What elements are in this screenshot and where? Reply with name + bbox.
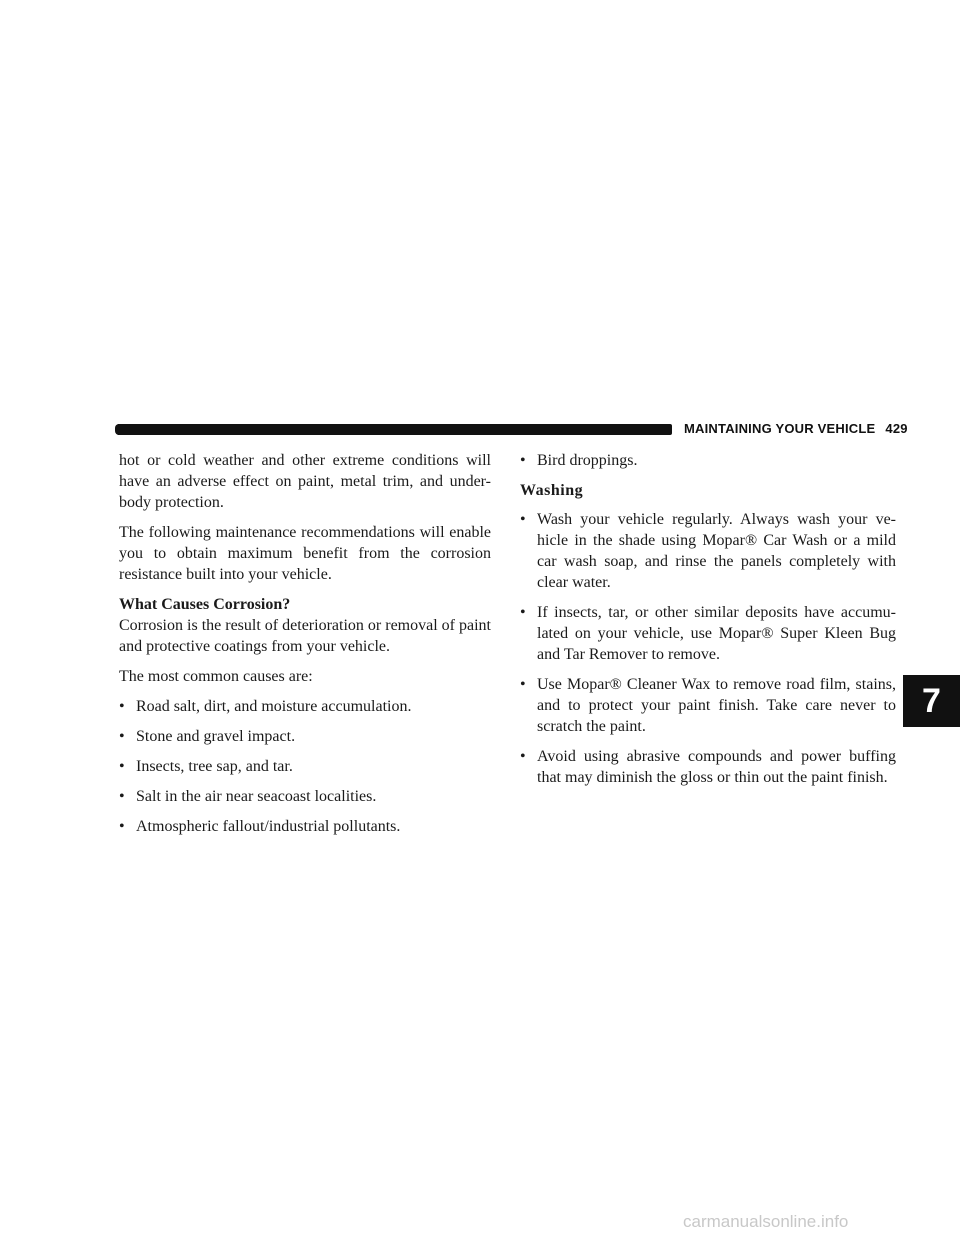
bullet-icon: • <box>119 788 125 805</box>
list-item <box>119 786 491 807</box>
left-column <box>119 450 491 846</box>
list-item <box>520 602 896 665</box>
list-item-text: Salt in the air near seacoast localities. <box>136 788 377 805</box>
paragraph: hot or cold weather and other extreme conditions will have an adverse effect on paint, metal trim, and under-body protection. <box>119 452 491 511</box>
bullet-icon: • <box>520 511 526 528</box>
bullet-list <box>520 509 896 788</box>
bullet-list <box>520 450 896 471</box>
bullet-list <box>119 696 491 837</box>
list-item-text: Stone and gravel impact. <box>136 728 296 745</box>
paragraph: The following maintenance recommendations will enable you to obtain maximum benefit from the corrosion resistance built into your vehicle. <box>119 524 491 583</box>
list-item <box>119 816 491 837</box>
bullet-icon: • <box>520 604 526 621</box>
list-item <box>520 450 896 471</box>
list-item-text: Avoid using abrasive compounds and power buffing that may diminish the gloss or thin out the paint finish. <box>537 748 896 786</box>
running-header <box>684 420 908 438</box>
list-item-text: Road salt, dirt, and moisture accumulation. <box>136 698 412 715</box>
watermark: carmanualsonline.info <box>683 1212 849 1231</box>
bullet-icon: • <box>119 758 125 775</box>
bullet-icon: • <box>119 818 125 835</box>
list-item-text: Wash your vehicle regularly. Always wash your ve-hicle in the shade using Mopar® Car Wash or a mild car wash soap, and rinse the panels completely with clear water. <box>537 511 896 591</box>
bullet-icon: • <box>520 452 526 469</box>
chapter-tab: 7 <box>903 675 960 727</box>
list-item-text: Atmospheric fallout/industrial pollutants. <box>136 818 401 835</box>
bullet-icon: • <box>119 698 125 715</box>
list-item-text: Bird droppings. <box>537 452 638 469</box>
bullet-icon: • <box>520 676 526 693</box>
page-number: 429 <box>885 421 908 436</box>
section-heading: What Causes Corrosion? <box>119 596 291 613</box>
list-item <box>520 674 896 737</box>
list-item <box>119 696 491 717</box>
bullet-icon: • <box>119 728 125 745</box>
right-column <box>520 450 896 797</box>
list-item <box>520 509 896 593</box>
section-title: MAINTAINING YOUR VEHICLE <box>684 421 876 436</box>
section-heading: Washing <box>520 482 584 499</box>
list-item-text: If insects, tar, or other similar deposits have accumu-lated on your vehicle, use Mopar® Super Kleen Bug and Tar Remover to remove. <box>537 604 896 663</box>
list-item <box>119 756 491 777</box>
header-rule <box>118 424 672 435</box>
bullet-icon: • <box>520 748 526 765</box>
paragraph: The most common causes are: <box>119 668 313 685</box>
list-item-text: Insects, tree sap, and tar. <box>136 758 293 775</box>
list-item-text: Use Mopar® Cleaner Wax to remove road film, stains, and to protect your paint finish. Take care never to scratch the paint. <box>537 676 896 735</box>
paragraph: Corrosion is the result of deterioration or removal of paint and protective coatings from your vehicle. <box>119 617 491 655</box>
list-item <box>520 746 896 788</box>
list-item <box>119 726 491 747</box>
